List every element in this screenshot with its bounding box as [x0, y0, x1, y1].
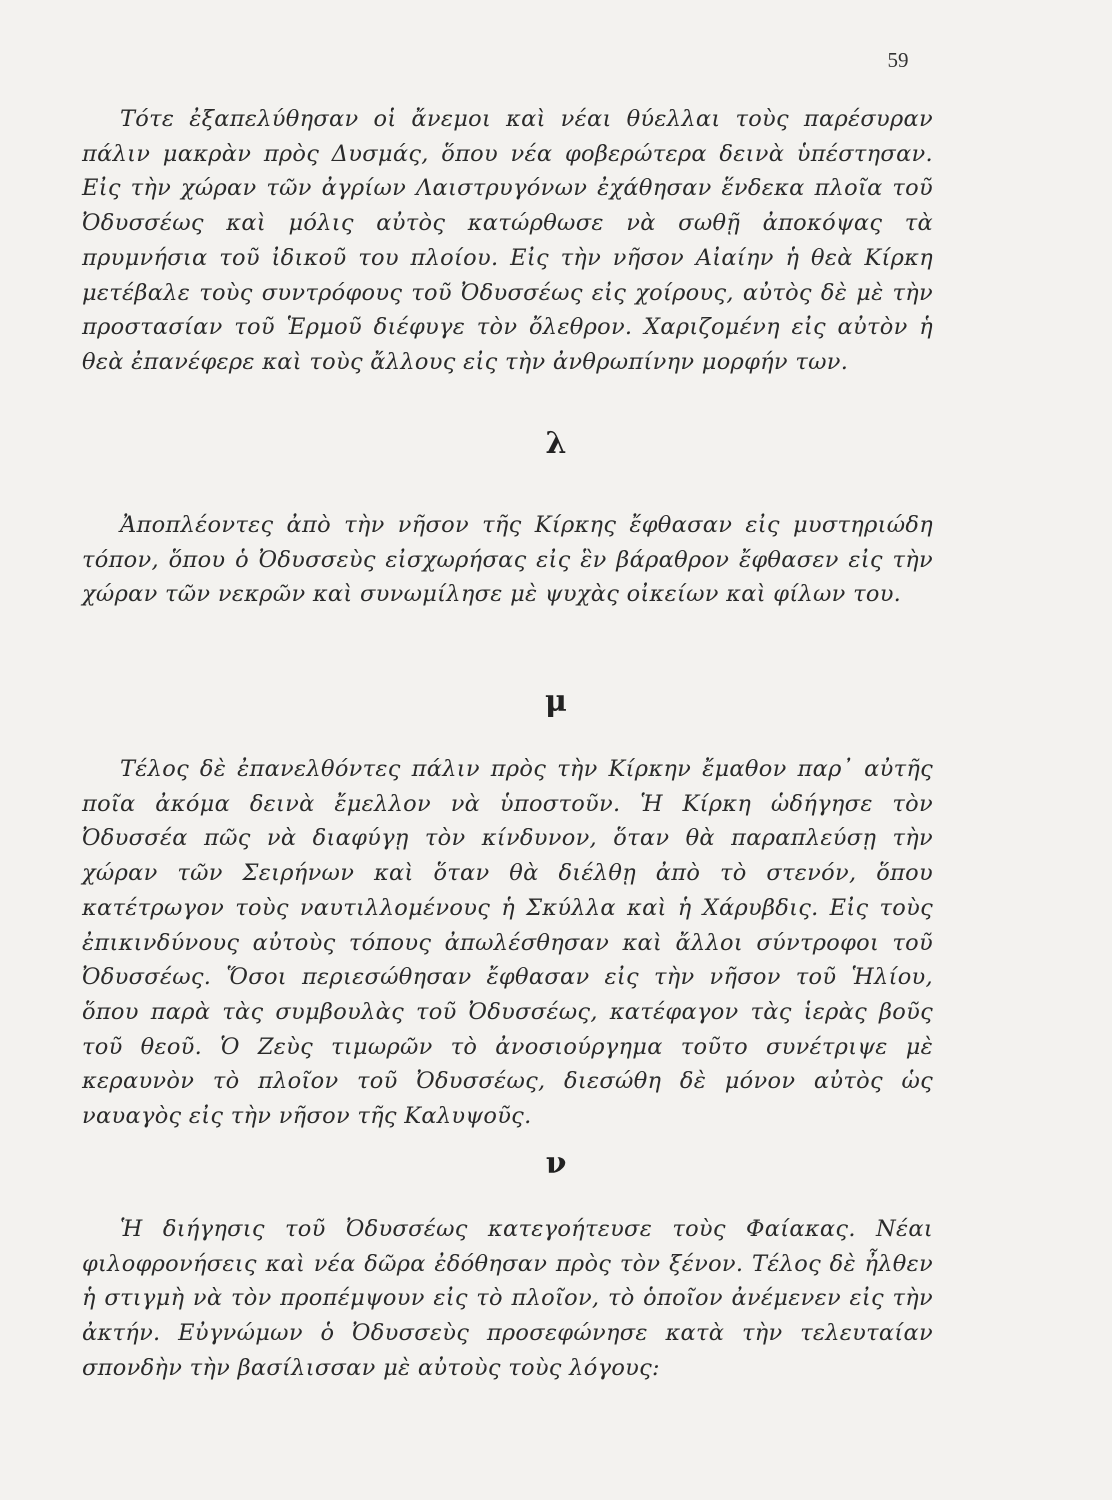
- section-nu-text: Ἡ διήγησις τοῦ Ὀδυσσέως κατεγοήτευσε τοὺς Φαίακας. Νέαι φιλοφρονήσεις καὶ νέα δῶρα ἐδόθησαν πρὸς τὸν ξένον. Τέλος δὲ ἦλθεν ἡ στιγμὴ νὰ τὸν προπέμψουν εἰς τὸ πλοῖον, τὸ ὁποῖον ἀνέμενεν εἰς τὴν ἀκτήν. Εὐγνώμων ὁ Ὀδυσσεὺς προσεφώνησε κατὰ τὴν τελευταίαν σπονδὴν τὴν βασίλισσαν μὲ αὐτοὺς τοὺς λόγους:: [82, 1216, 933, 1381]
- section-mu-text: Τέλος δὲ ἐπανελθόντες πάλιν πρὸς τὴν Κίρκην ἔμαθον παρ᾽ αὐτῆς ποῖα ἀκόμα δεινὰ ἔμελλον νὰ ὑποστοῦν. Ἡ Κίρκη ὡδήγησε τὸν Ὀδυσσέα πῶς νὰ διαφύγῃ τὸν κίνδυνον, ὅταν θὰ παραπλεύσῃ τὴν χώραν τῶν Σειρήνων καὶ ὅταν θὰ διέλθῃ ἀπὸ τὸ στενόν, ὅπου κατέτρωγον τοὺς ναυτιλλομένους ἡ Σκύλλα καὶ ἡ Χάρυβδις. Εἰς τοὺς ἐπικινδύνους αὐτοὺς τόπους ἀπωλέσθησαν καὶ ἄλλοι σύντροφοι τοῦ Ὀδυσσέως. Ὅσοι περιεσώθησαν ἔφθασαν εἰς τὴν νῆσον τοῦ Ἡλίου, ὅπου παρὰ τὰς συμβουλὰς τοῦ Ὀδυσσέως, κατέφαγον τὰς ἱερὰς βοῦς τοῦ θεοῦ. Ὁ Ζεὺς τιμωρῶν τὸ ἀνοσιούργημα τοῦτο συνέτριψε μὲ κεραυνὸν τὸ πλοῖον τοῦ Ὀδυσσέως, διεσώθη δὲ μόνον αὐτὸς ὡς ναυαγὸς εἰς τὴν νῆσον τῆς Καλυψοῦς.: [82, 756, 933, 1130]
- section-heading-nu: ν: [545, 1146, 567, 1181]
- section-heading-mu: μ: [545, 684, 567, 719]
- section-lambda-text: Ἀποπλέοντες ἀπὸ τὴν νῆσον τῆς Κίρκης ἔφθασαν εἰς μυστηριώδη τόπον, ὅπου ὁ Ὀδυσσεὺς εἰσχωρήσας εἰς ἓν βάραθρον ἔφθασεν εἰς τὴν χώραν τῶν νεκρῶν καὶ συνωμίλησε μὲ ψυχὰς οἰκείων καὶ φίλων του.: [82, 512, 933, 608]
- section-heading-lambda: λ: [545, 426, 567, 461]
- section-kappa-text: Τότε ἐξαπελύθησαν οἱ ἄνεμοι καὶ νέαι θύελλαι τοὺς παρέσυραν πάλιν μακρὰν πρὸς Δυσμάς, ὅπου νέα φοβερώτερα δεινὰ ὑπέστησαν. Εἰς τὴν χώραν τῶν ἀγρίων Λαιστρυγόνων ἐχάθησαν ἕνδεκα πλοῖα τοῦ Ὀδυσσέως καὶ μόλις αὐτὸς κατώρθωσε νὰ σωθῇ ἀποκόψας τὰ πρυμνήσια τοῦ ἰδικοῦ του πλοίου. Εἰς τὴν νῆσον Αἰαίην ἡ θεὰ Κίρκη μετέβαλε τοὺς συντρόφους τοῦ Ὀδυσσέως εἰς χοίρους, αὐτὸς δὲ μὲ τὴν προστασίαν τοῦ Ἑρμοῦ διέφυγε τὸν ὄλεθρον. Χαριζομένη εἰς αὐτὸν ἡ θεὰ ἐπανέφερε καὶ τοὺς ἄλλους εἰς τὴν ἀνθρωπίνην μορφήν των.: [82, 106, 933, 375]
- page-number: 59: [887, 48, 909, 72]
